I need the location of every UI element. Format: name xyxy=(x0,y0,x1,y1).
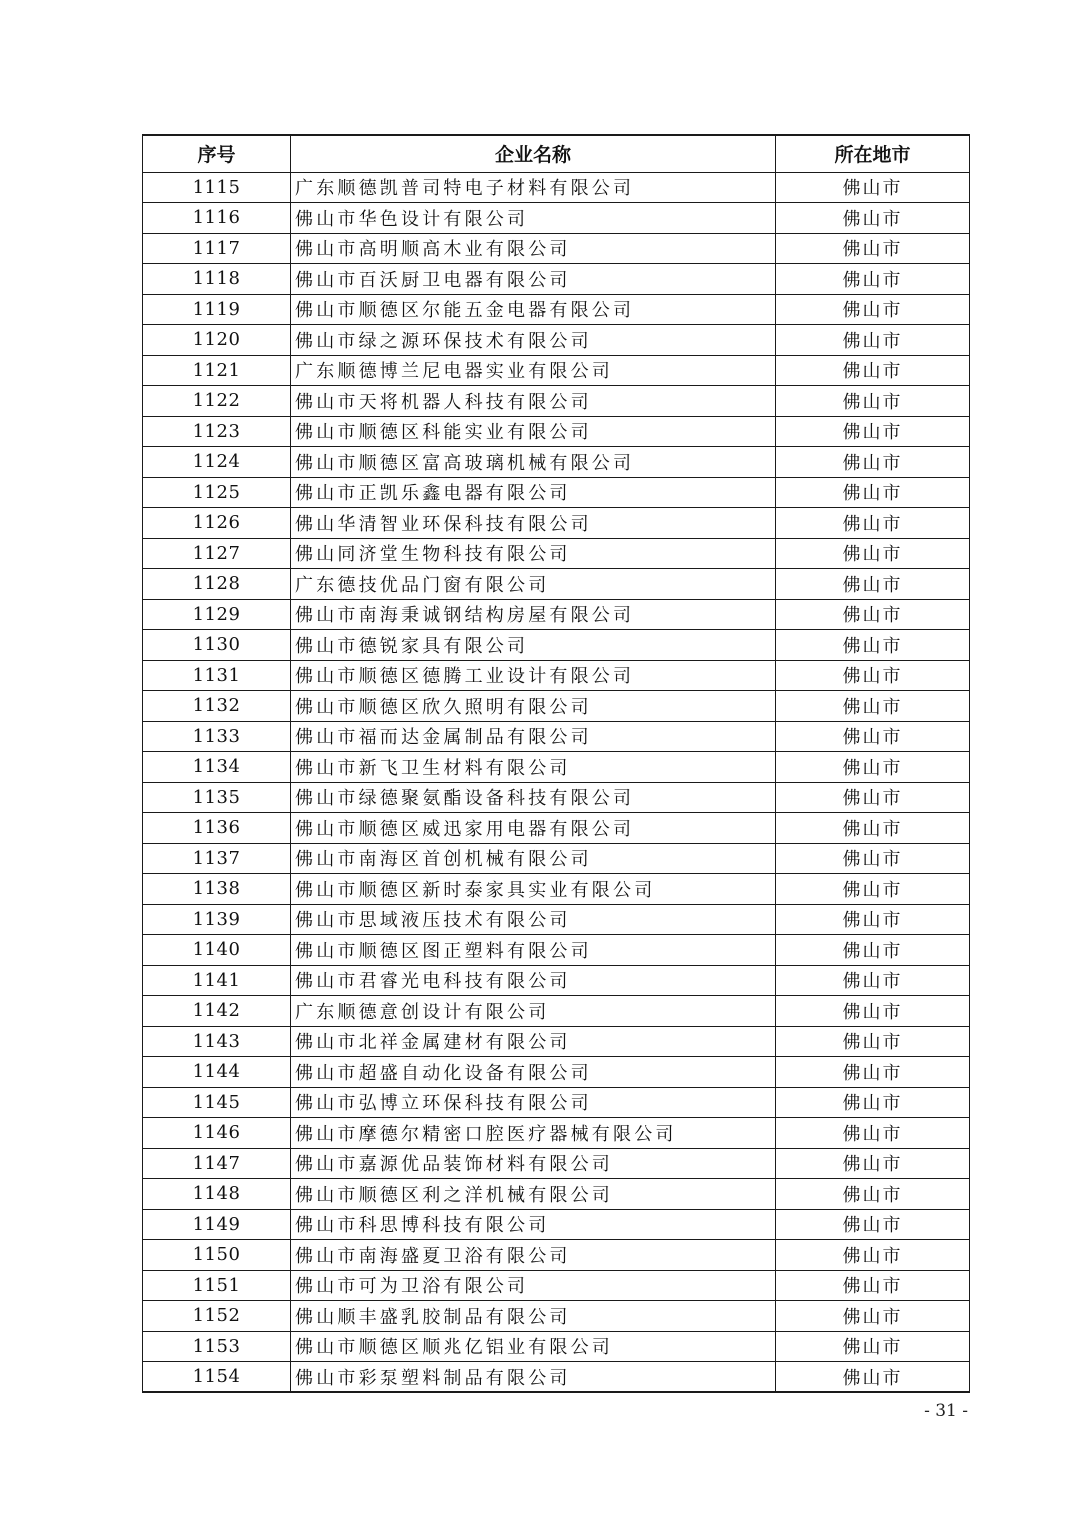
table-row xyxy=(143,538,970,569)
company-name: 佛山市南海区首创机械有限公司 xyxy=(291,843,776,874)
company-name: 佛山市摩德尔精密口腔医疗器械有限公司 xyxy=(291,1118,776,1149)
city-name: 佛山市 xyxy=(776,1179,970,1210)
company-name: 广东德技优品门窗有限公司 xyxy=(291,569,776,600)
table-row xyxy=(143,508,970,539)
company-name: 佛山市顺德区德腾工业设计有限公司 xyxy=(291,660,776,691)
row-number: 1122 xyxy=(143,386,291,417)
city-name: 佛山市 xyxy=(776,1087,970,1118)
city-name: 佛山市 xyxy=(776,630,970,661)
table-row xyxy=(143,874,970,905)
company-name: 佛山市超盛自动化设备有限公司 xyxy=(291,1057,776,1088)
row-number: 1153 xyxy=(143,1331,291,1362)
row-number: 1137 xyxy=(143,843,291,874)
company-name: 佛山市南海盛夏卫浴有限公司 xyxy=(291,1240,776,1271)
city-name: 佛山市 xyxy=(776,294,970,325)
row-number: 1128 xyxy=(143,569,291,600)
table-row xyxy=(143,233,970,264)
table-row xyxy=(143,203,970,234)
table-row xyxy=(143,1362,970,1393)
table-row xyxy=(143,843,970,874)
company-name: 佛山市绿德聚氨酯设备科技有限公司 xyxy=(291,782,776,813)
row-number: 1123 xyxy=(143,416,291,447)
table-row xyxy=(143,813,970,844)
row-number: 1134 xyxy=(143,752,291,783)
page-number: - 31 - xyxy=(924,1401,968,1421)
row-number: 1154 xyxy=(143,1362,291,1393)
company-name: 佛山市顺德区科能实业有限公司 xyxy=(291,416,776,447)
company-name: 佛山市顺德区图正塑料有限公司 xyxy=(291,935,776,966)
company-name: 佛山顺丰盛乳胶制品有限公司 xyxy=(291,1301,776,1332)
city-name: 佛山市 xyxy=(776,1118,970,1149)
table-row xyxy=(143,416,970,447)
table-row xyxy=(143,1331,970,1362)
city-name: 佛山市 xyxy=(776,813,970,844)
company-name: 佛山市嘉源优品装饰材料有限公司 xyxy=(291,1148,776,1179)
row-number: 1131 xyxy=(143,660,291,691)
company-name: 广东顺德意创设计有限公司 xyxy=(291,996,776,1027)
city-name: 佛山市 xyxy=(776,660,970,691)
table-row xyxy=(143,477,970,508)
company-name: 佛山市顺德区新时泰家具实业有限公司 xyxy=(291,874,776,905)
table-row xyxy=(143,996,970,1027)
table-row xyxy=(143,721,970,752)
row-number: 1152 xyxy=(143,1301,291,1332)
city-name: 佛山市 xyxy=(776,1270,970,1301)
company-name: 佛山市君睿光电科技有限公司 xyxy=(291,965,776,996)
company-name: 佛山市弘博立环保科技有限公司 xyxy=(291,1087,776,1118)
city-name: 佛山市 xyxy=(776,1026,970,1057)
city-name: 佛山市 xyxy=(776,1331,970,1362)
row-number: 1138 xyxy=(143,874,291,905)
city-name: 佛山市 xyxy=(776,721,970,752)
city-name: 佛山市 xyxy=(776,172,970,203)
row-number: 1121 xyxy=(143,355,291,386)
row-number: 1135 xyxy=(143,782,291,813)
table-row xyxy=(143,1118,970,1149)
table-row xyxy=(143,1270,970,1301)
company-name: 佛山市高明顺高木业有限公司 xyxy=(291,233,776,264)
company-name: 佛山市天将机器人科技有限公司 xyxy=(291,386,776,417)
company-name: 佛山市思域液压技术有限公司 xyxy=(291,904,776,935)
row-number: 1115 xyxy=(143,172,291,203)
company-name: 佛山华清智业环保科技有限公司 xyxy=(291,508,776,539)
company-name: 佛山市正凯乐鑫电器有限公司 xyxy=(291,477,776,508)
company-name: 佛山市顺德区威迅家用电器有限公司 xyxy=(291,813,776,844)
city-name: 佛山市 xyxy=(776,599,970,630)
city-name: 佛山市 xyxy=(776,874,970,905)
company-name: 佛山市南海秉诚钢结构房屋有限公司 xyxy=(291,599,776,630)
city-name: 佛山市 xyxy=(776,325,970,356)
row-number: 1141 xyxy=(143,965,291,996)
city-name: 佛山市 xyxy=(776,264,970,295)
city-name: 佛山市 xyxy=(776,782,970,813)
enterprise-table xyxy=(142,134,970,1393)
company-name: 佛山市顺德区尔能五金电器有限公司 xyxy=(291,294,776,325)
row-number: 1151 xyxy=(143,1270,291,1301)
row-number: 1149 xyxy=(143,1209,291,1240)
city-name: 佛山市 xyxy=(776,477,970,508)
table-row xyxy=(143,904,970,935)
city-name: 佛山市 xyxy=(776,355,970,386)
city-name: 佛山市 xyxy=(776,935,970,966)
city-name: 佛山市 xyxy=(776,752,970,783)
city-name: 佛山市 xyxy=(776,1057,970,1088)
table-row xyxy=(143,1240,970,1271)
table-row xyxy=(143,264,970,295)
header-number: 序号 xyxy=(143,135,291,172)
row-number: 1118 xyxy=(143,264,291,295)
table-row xyxy=(143,325,970,356)
row-number: 1142 xyxy=(143,996,291,1027)
table-row xyxy=(143,691,970,722)
city-name: 佛山市 xyxy=(776,1362,970,1393)
row-number: 1150 xyxy=(143,1240,291,1271)
row-number: 1117 xyxy=(143,233,291,264)
company-name: 佛山市新飞卫生材料有限公司 xyxy=(291,752,776,783)
city-name: 佛山市 xyxy=(776,447,970,478)
row-number: 1140 xyxy=(143,935,291,966)
table-row xyxy=(143,935,970,966)
city-name: 佛山市 xyxy=(776,569,970,600)
row-number: 1125 xyxy=(143,477,291,508)
company-name: 佛山市彩泵塑料制品有限公司 xyxy=(291,1362,776,1393)
city-name: 佛山市 xyxy=(776,508,970,539)
table-row xyxy=(143,660,970,691)
company-name: 广东顺德凯普司特电子材料有限公司 xyxy=(291,172,776,203)
city-name: 佛山市 xyxy=(776,904,970,935)
company-name: 佛山市德锐家具有限公司 xyxy=(291,630,776,661)
row-number: 1139 xyxy=(143,904,291,935)
company-name: 佛山市绿之源环保技术有限公司 xyxy=(291,325,776,356)
table-row xyxy=(143,294,970,325)
company-name: 佛山市顺德区利之洋机械有限公司 xyxy=(291,1179,776,1210)
row-number: 1143 xyxy=(143,1026,291,1057)
table-header-row xyxy=(143,135,970,172)
row-number: 1133 xyxy=(143,721,291,752)
table-row xyxy=(143,172,970,203)
row-number: 1130 xyxy=(143,630,291,661)
row-number: 1132 xyxy=(143,691,291,722)
row-number: 1145 xyxy=(143,1087,291,1118)
table-row xyxy=(143,1026,970,1057)
table-row xyxy=(143,1148,970,1179)
city-name: 佛山市 xyxy=(776,416,970,447)
company-name: 佛山市福而达金属制品有限公司 xyxy=(291,721,776,752)
table-row xyxy=(143,630,970,661)
table-row xyxy=(143,355,970,386)
city-name: 佛山市 xyxy=(776,1240,970,1271)
header-city: 所在地市 xyxy=(776,135,970,172)
row-number: 1126 xyxy=(143,508,291,539)
company-name: 佛山市华色设计有限公司 xyxy=(291,203,776,234)
table-row xyxy=(143,1209,970,1240)
row-number: 1136 xyxy=(143,813,291,844)
city-name: 佛山市 xyxy=(776,1148,970,1179)
city-name: 佛山市 xyxy=(776,843,970,874)
table-row xyxy=(143,1057,970,1088)
table-row xyxy=(143,599,970,630)
company-name: 佛山市顺德区顺兆亿铝业有限公司 xyxy=(291,1331,776,1362)
row-number: 1127 xyxy=(143,538,291,569)
table-row xyxy=(143,569,970,600)
table-row xyxy=(143,965,970,996)
city-name: 佛山市 xyxy=(776,996,970,1027)
company-name: 佛山市顺德区富高玻璃机械有限公司 xyxy=(291,447,776,478)
city-name: 佛山市 xyxy=(776,965,970,996)
header-company-name: 企业名称 xyxy=(291,135,776,172)
table-row xyxy=(143,1301,970,1332)
row-number: 1124 xyxy=(143,447,291,478)
city-name: 佛山市 xyxy=(776,1301,970,1332)
company-name: 佛山市科思博科技有限公司 xyxy=(291,1209,776,1240)
company-name: 佛山市百沃厨卫电器有限公司 xyxy=(291,264,776,295)
city-name: 佛山市 xyxy=(776,386,970,417)
row-number: 1120 xyxy=(143,325,291,356)
city-name: 佛山市 xyxy=(776,538,970,569)
row-number: 1116 xyxy=(143,203,291,234)
city-name: 佛山市 xyxy=(776,691,970,722)
company-name: 佛山市可为卫浴有限公司 xyxy=(291,1270,776,1301)
row-number: 1119 xyxy=(143,294,291,325)
table-row xyxy=(143,1087,970,1118)
row-number: 1144 xyxy=(143,1057,291,1088)
company-name: 佛山市顺德区欣久照明有限公司 xyxy=(291,691,776,722)
table-row xyxy=(143,447,970,478)
row-number: 1146 xyxy=(143,1118,291,1149)
company-name: 佛山同济堂生物科技有限公司 xyxy=(291,538,776,569)
row-number: 1129 xyxy=(143,599,291,630)
company-name: 广东顺德博兰尼电器实业有限公司 xyxy=(291,355,776,386)
row-number: 1147 xyxy=(143,1148,291,1179)
city-name: 佛山市 xyxy=(776,233,970,264)
row-number: 1148 xyxy=(143,1179,291,1210)
table-row xyxy=(143,1179,970,1210)
company-name: 佛山市北祥金属建材有限公司 xyxy=(291,1026,776,1057)
table-row xyxy=(143,386,970,417)
city-name: 佛山市 xyxy=(776,203,970,234)
table-row xyxy=(143,782,970,813)
table-row xyxy=(143,752,970,783)
city-name: 佛山市 xyxy=(776,1209,970,1240)
table-body xyxy=(143,172,970,1392)
